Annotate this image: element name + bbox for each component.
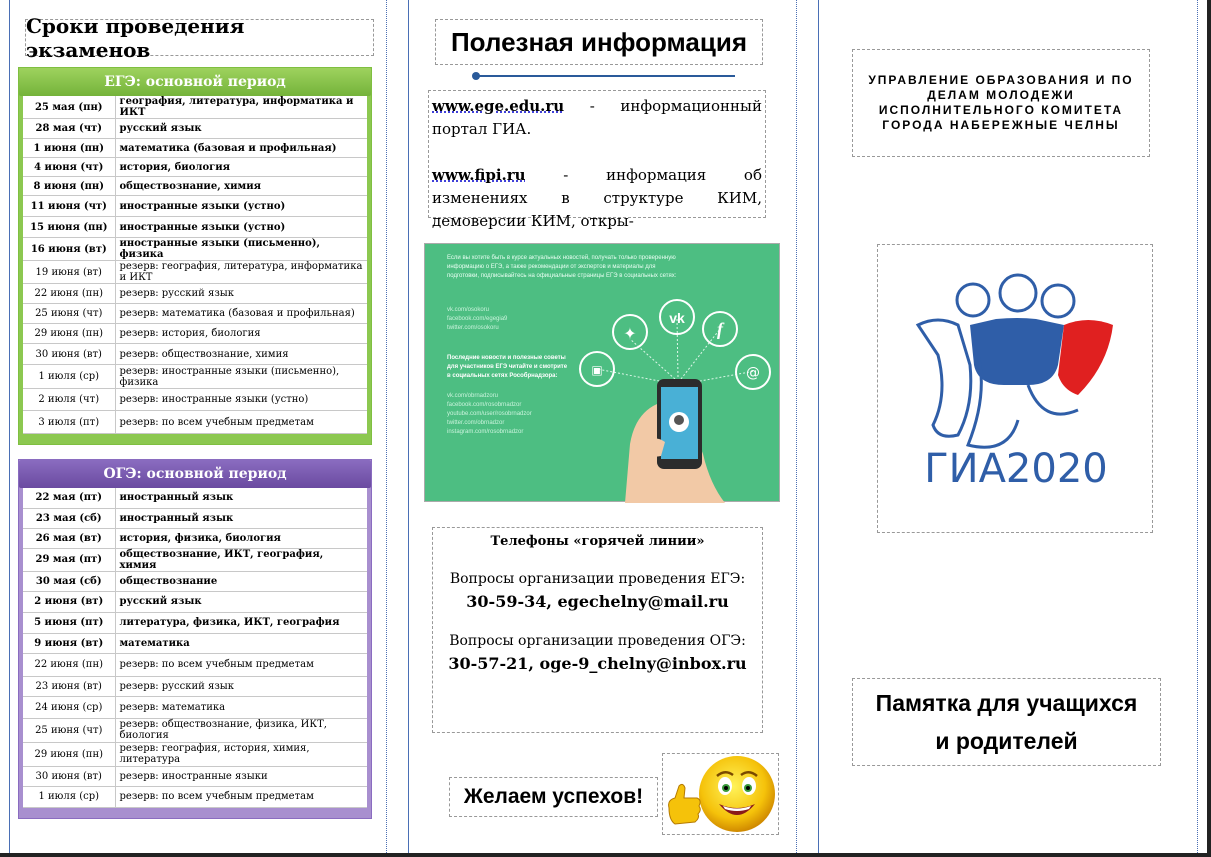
oge-exam-date: 22 июня (пн) (23, 653, 115, 676)
ege-exam-date: 8 июня (пн) (23, 177, 115, 196)
ege-exam-subject: обществознание, химия (115, 177, 367, 196)
oge-table-row (23, 766, 367, 786)
facebook-icon: f (717, 319, 723, 339)
oge-exam-date: 5 июня (пт) (23, 612, 115, 633)
oge-table-row (23, 528, 367, 548)
promo-text-1: Если вы хотите быть в курсе актуальных новостей, получать только проверенную информацию о ЕГЭ, а также рекомендации от экспертов и материалы для подготовки, подписывайтесь на официальные страницы ЕГЭ в социальных сетях: (447, 255, 677, 279)
oge-exam-date: 22 мая (пт) (23, 488, 115, 508)
ege-exam-date: 25 июня (чт) (23, 304, 115, 324)
hand-with-phone-illustration (425, 244, 781, 503)
ege-hotline-label: Вопросы организации проведения ЕГЭ: (449, 571, 746, 587)
gia-2020-logo (878, 245, 1154, 534)
ege-table-row (23, 139, 367, 158)
ege-exam-subject: резерв: иностранные языки (устно) (115, 389, 367, 411)
ege-exam-subject: резерв: математика (базовая и профильная) (115, 304, 367, 324)
oge-exam-subject: история, физика, биология (115, 528, 367, 548)
ege-exam-subject: резерв: история, биология (115, 324, 367, 344)
ege-table-row (23, 261, 367, 284)
ege-exam-date: 1 июля (ср) (23, 365, 115, 389)
oge-exam-subject: русский язык (115, 591, 367, 612)
oge-exam-subject: резерв: математика (115, 696, 367, 718)
oge-exam-date: 29 мая (пт) (23, 548, 115, 571)
ege-exam-subject: иностранные языки (устно) (115, 217, 367, 238)
promo-text-2: Последние новости и полезные советы для участников ЕГЭ читайте и смотрите в социальных сетях Рособрнадзора: (447, 355, 568, 379)
oge-exam-subject: обществознание (115, 571, 367, 591)
oge-exam-subject: резерв: русский язык (115, 676, 367, 696)
fipi-desc: - информация об изменениях в структуре КИМ, демоверсии КИМ, откры- (432, 166, 762, 230)
ege-table-row (23, 344, 367, 365)
ege-table-row (23, 389, 367, 411)
oge-table-row (23, 488, 367, 508)
ege-table-row (23, 217, 367, 238)
oge-schedule-table (18, 459, 372, 819)
panel-divider (408, 0, 409, 853)
ege-exam-subject: география, литература, информатика и ИКТ (115, 96, 367, 119)
ege-exam-subject: математика (базовая и профильная) (115, 139, 367, 158)
oge-exam-subject: иностранный язык (115, 488, 367, 508)
oge-exam-subject: иностранный язык (115, 508, 367, 528)
useful-info-title: Полезная информация (435, 19, 763, 65)
ege-table-row (23, 365, 367, 389)
ege-table-row (23, 304, 367, 324)
oge-exam-subject: математика (115, 633, 367, 653)
ege-exam-date: 25 мая (пн) (23, 96, 115, 119)
oge-table-body (23, 488, 367, 808)
schedule-title: Сроки проведения экзаменов (25, 19, 374, 56)
oge-exam-date: 25 июня (чт) (23, 718, 115, 742)
ege-hotline-contact: 30-59-34, egechelny@mail.ru (466, 592, 729, 611)
ege-table-row (23, 196, 367, 217)
ege-table-row (23, 284, 367, 304)
oge-table-row (23, 786, 367, 807)
ege-table-row (23, 238, 367, 261)
oge-exam-date: 23 мая (сб) (23, 508, 115, 528)
vk-icon: vk (669, 310, 685, 326)
promo-links-1: vk.com/osokoru facebook.com/egegia9 twitter.com/osokoru (447, 307, 508, 331)
promo-links-2: vk.com/obrnadzoru facebook.com/rosobrnadzor youtube.com/user/rosobrnadzor twitter.com/obrnadzor instagram.com/rosobrnadzor (447, 393, 532, 435)
memo-title (852, 678, 1161, 766)
oge-table-row (23, 676, 367, 696)
oge-table-row (23, 718, 367, 742)
ege-exam-subject: резерв: иностранные языки (письменно), физика (115, 365, 367, 389)
oge-table-row (23, 612, 367, 633)
ege-schedule-table (18, 67, 372, 445)
ege-table-row (23, 158, 367, 177)
oge-exam-subject: резерв: иностранные языки (115, 766, 367, 786)
oge-exam-date: 9 июня (вт) (23, 633, 115, 653)
oge-exam-subject: резерв: по всем учебным предметам (115, 653, 367, 676)
oge-exam-date: 29 июня (пн) (23, 742, 115, 766)
at-icon: @ (746, 365, 760, 381)
oge-table-row (23, 591, 367, 612)
oge-exam-date: 30 мая (сб) (23, 571, 115, 591)
ege-table-row (23, 177, 367, 196)
ege-exam-date: 11 июня (чт) (23, 196, 115, 217)
oge-table-heading: ОГЭ: основной период (19, 460, 371, 488)
smiley-thumbs-up-icon (663, 754, 780, 836)
ege-exam-date: 30 июня (вт) (23, 344, 115, 365)
oge-exam-date: 23 июня (вт) (23, 676, 115, 696)
panel-divider (796, 0, 797, 853)
ege-table-row (23, 96, 367, 119)
ege-exam-subject: иностранные языки (письменно), физика (115, 238, 367, 261)
ege-table-row (23, 324, 367, 344)
panel-divider (1197, 0, 1198, 853)
card-icon: ▣ (591, 363, 603, 377)
panel-divider (386, 0, 387, 853)
oge-exam-date: 24 июня (ср) (23, 696, 115, 718)
oge-table-row (23, 633, 367, 653)
ege-exam-date: 28 мая (чт) (23, 119, 115, 139)
panel-divider (818, 0, 819, 853)
ege-exam-subject: резерв: обществознание, химия (115, 344, 367, 365)
oge-exam-subject: литература, физика, ИКТ, география (115, 612, 367, 633)
oge-exam-date: 30 июня (вт) (23, 766, 115, 786)
gia-logo-box (877, 244, 1153, 533)
oge-table-row (23, 742, 367, 766)
oge-exam-subject: резерв: по всем учебным предметам (115, 786, 367, 807)
ege-table-heading: ЕГЭ: основной период (19, 68, 371, 96)
oge-table-row (23, 571, 367, 591)
oge-table-row (23, 508, 367, 528)
social-media-promo-image (424, 243, 780, 502)
hotline-box (432, 527, 763, 733)
ege-table-row (23, 119, 367, 139)
gia-logo-text: ГИА2020 (924, 446, 1108, 492)
ege-exam-date: 19 июня (вт) (23, 261, 115, 284)
ege-exam-date: 3 июля (пт) (23, 411, 115, 434)
ege-exam-date: 15 июня (пн) (23, 217, 115, 238)
oge-table-row (23, 653, 367, 676)
ege-portal-link[interactable]: www.ege.edu.ru (432, 97, 565, 115)
organization-name: УПРАВЛЕНИЕ ОБРАЗОВАНИЯ И ПО ДЕЛАМ МОЛОДЕЖИ ИСПОЛНИТЕЛЬНОГО КОМИТЕТА ГОРОДА НАБЕРЕЖНЫЕ ЧЕЛНЫ (852, 49, 1150, 157)
memo-title-line1: Памятка для учащихся (875, 690, 1138, 716)
oge-exam-subject: резерв: обществознание, физика, ИКТ, биология (115, 718, 367, 742)
ege-exam-subject: резерв: география, литература, информатика и ИКТ (115, 261, 367, 284)
ege-exam-subject: история, биология (115, 158, 367, 177)
hotline-title: Телефоны «горячей линии» (490, 534, 705, 549)
ege-table-body (23, 96, 367, 434)
oge-table-row (23, 696, 367, 718)
ornament-line (475, 75, 735, 77)
oge-exam-date: 1 июля (ср) (23, 786, 115, 807)
ege-exam-date: 29 июня (пн) (23, 324, 115, 344)
oge-exam-date: 2 июня (вт) (23, 591, 115, 612)
ege-exam-date: 22 июня (пн) (23, 284, 115, 304)
oge-exam-date: 26 мая (вт) (23, 528, 115, 548)
useful-links-text (428, 90, 766, 230)
oge-hotline-label: Вопросы организации проведения ОГЭ: (449, 633, 746, 649)
ege-exam-subject: резерв: русский язык (115, 284, 367, 304)
oge-exam-subject: резерв: география, история, химия, литература (115, 742, 367, 766)
smiley-box (662, 753, 779, 835)
panel-divider (9, 0, 10, 853)
oge-exam-subject: обществознание, ИКТ, география, химия (115, 548, 367, 571)
twitter-icon: ✦ (623, 324, 637, 343)
ege-table-row (23, 411, 367, 434)
ege-exam-date: 16 июня (вт) (23, 238, 115, 261)
oge-table-row (23, 548, 367, 571)
ege-exam-date: 2 июля (чт) (23, 389, 115, 411)
fipi-link[interactable]: www.fipi.ru (432, 166, 526, 184)
ege-exam-date: 4 июня (чт) (23, 158, 115, 177)
ege-exam-subject: русский язык (115, 119, 367, 139)
ege-exam-subject: иностранные языки (устно) (115, 196, 367, 217)
ege-exam-subject: резерв: по всем учебным предметам (115, 411, 367, 434)
memo-title-line2: и родителей (935, 728, 1078, 754)
ege-portal-desc: - информационный портал ГИА. (432, 97, 762, 138)
ege-exam-date: 1 июня (пн) (23, 139, 115, 158)
oge-hotline-contact: 30-57-21, oge-9_chelny@inbox.ru (448, 654, 747, 673)
good-luck-text: Желаем успехов! (449, 777, 658, 817)
